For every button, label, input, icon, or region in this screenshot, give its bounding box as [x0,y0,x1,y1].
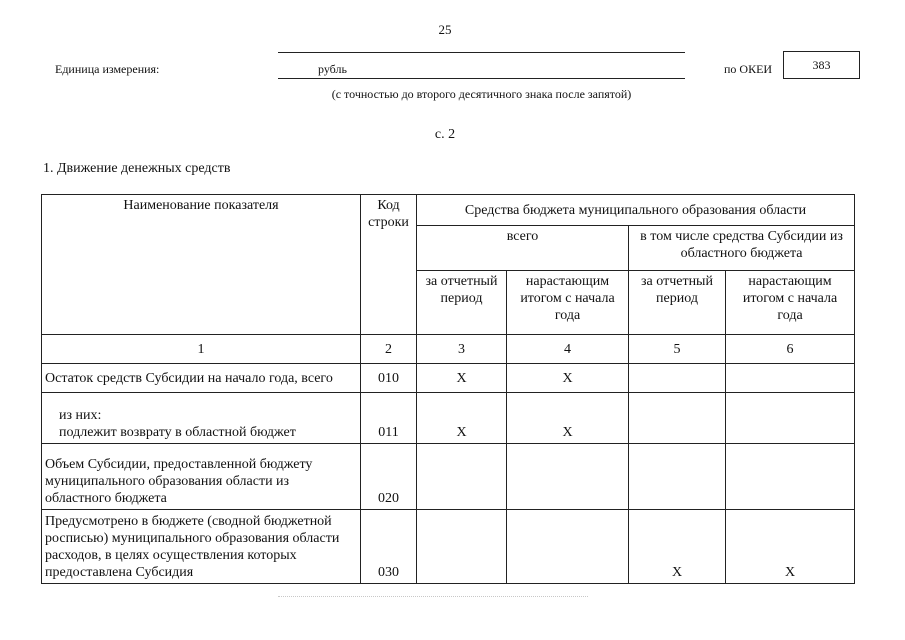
col-number: 5 [629,335,726,364]
col-number: 3 [417,335,507,364]
row-name: Остаток средств Субсидии на начало года, всего [42,364,361,393]
row-cell: X [507,364,629,393]
header-name: Наименование показателя [42,195,361,335]
row-cell: X [507,393,629,444]
row-cell: X [726,510,855,584]
table-row [42,510,855,584]
col-number: 6 [726,335,855,364]
okei-code-box [783,51,860,79]
row-cell: X [629,510,726,584]
col-number: 4 [507,335,629,364]
header-col5: за отчетный период [629,271,726,335]
unit-line-bottom [278,78,685,79]
scan-artifact-line [278,596,588,597]
header-col6: нарастающим итогом с начала года [726,271,855,335]
row-cell [726,364,855,393]
unit-line-top [278,52,685,53]
unit-value: рубль [318,62,347,76]
row-cell [507,444,629,510]
row-code: 011 [361,393,417,444]
header-col3: за отчетный период [417,271,507,335]
precision-note: (с точностью до второго десятичного знака после запятой) [331,87,632,101]
row-cell [726,444,855,510]
header-budget-funds: Средства бюджета муниципального образования области [417,195,855,226]
okei-label: по ОКЕИ [724,62,773,76]
row-cell [629,364,726,393]
okei-code: 383 [812,57,831,72]
row-cell [629,444,726,510]
column-number-row [42,335,855,364]
row-cell [629,393,726,444]
col-number: 1 [42,335,361,364]
page-number: 25 [438,22,452,37]
table-row [42,364,855,393]
sheet-number: с. 2 [434,127,456,142]
row-cell [417,510,507,584]
row-name: из них: подлежит возврату в областной бюджет [42,393,361,444]
row-code: 020 [361,444,417,510]
header-code: Код строки [361,195,417,335]
cash-flow-table [41,194,855,584]
row-cell [507,510,629,584]
header-total: всего [417,226,629,271]
row-cell [417,444,507,510]
col-number: 2 [361,335,417,364]
table-row [42,393,855,444]
header-col4: нарастающим итогом с начала года [507,271,629,335]
section-title: 1. Движение денежных средств [43,161,231,176]
row-code: 010 [361,364,417,393]
row-cell: X [417,393,507,444]
row-cell [726,393,855,444]
row-code: 030 [361,510,417,584]
row-name: Предусмотрено в бюджете (сводной бюджетной росписью) муниципального образования области расходов, в целях осуществления которых предоставлена Субсидия [42,510,361,584]
unit-label: Единица измерения: [55,62,160,76]
row-cell: X [417,364,507,393]
table-row [42,444,855,510]
row-name: Объем Субсидии, предоставленной бюджету муниципального образования области из областного бюджета [42,444,361,510]
header-subsidy: в том числе средства Субсидии из областного бюджета [629,226,855,271]
